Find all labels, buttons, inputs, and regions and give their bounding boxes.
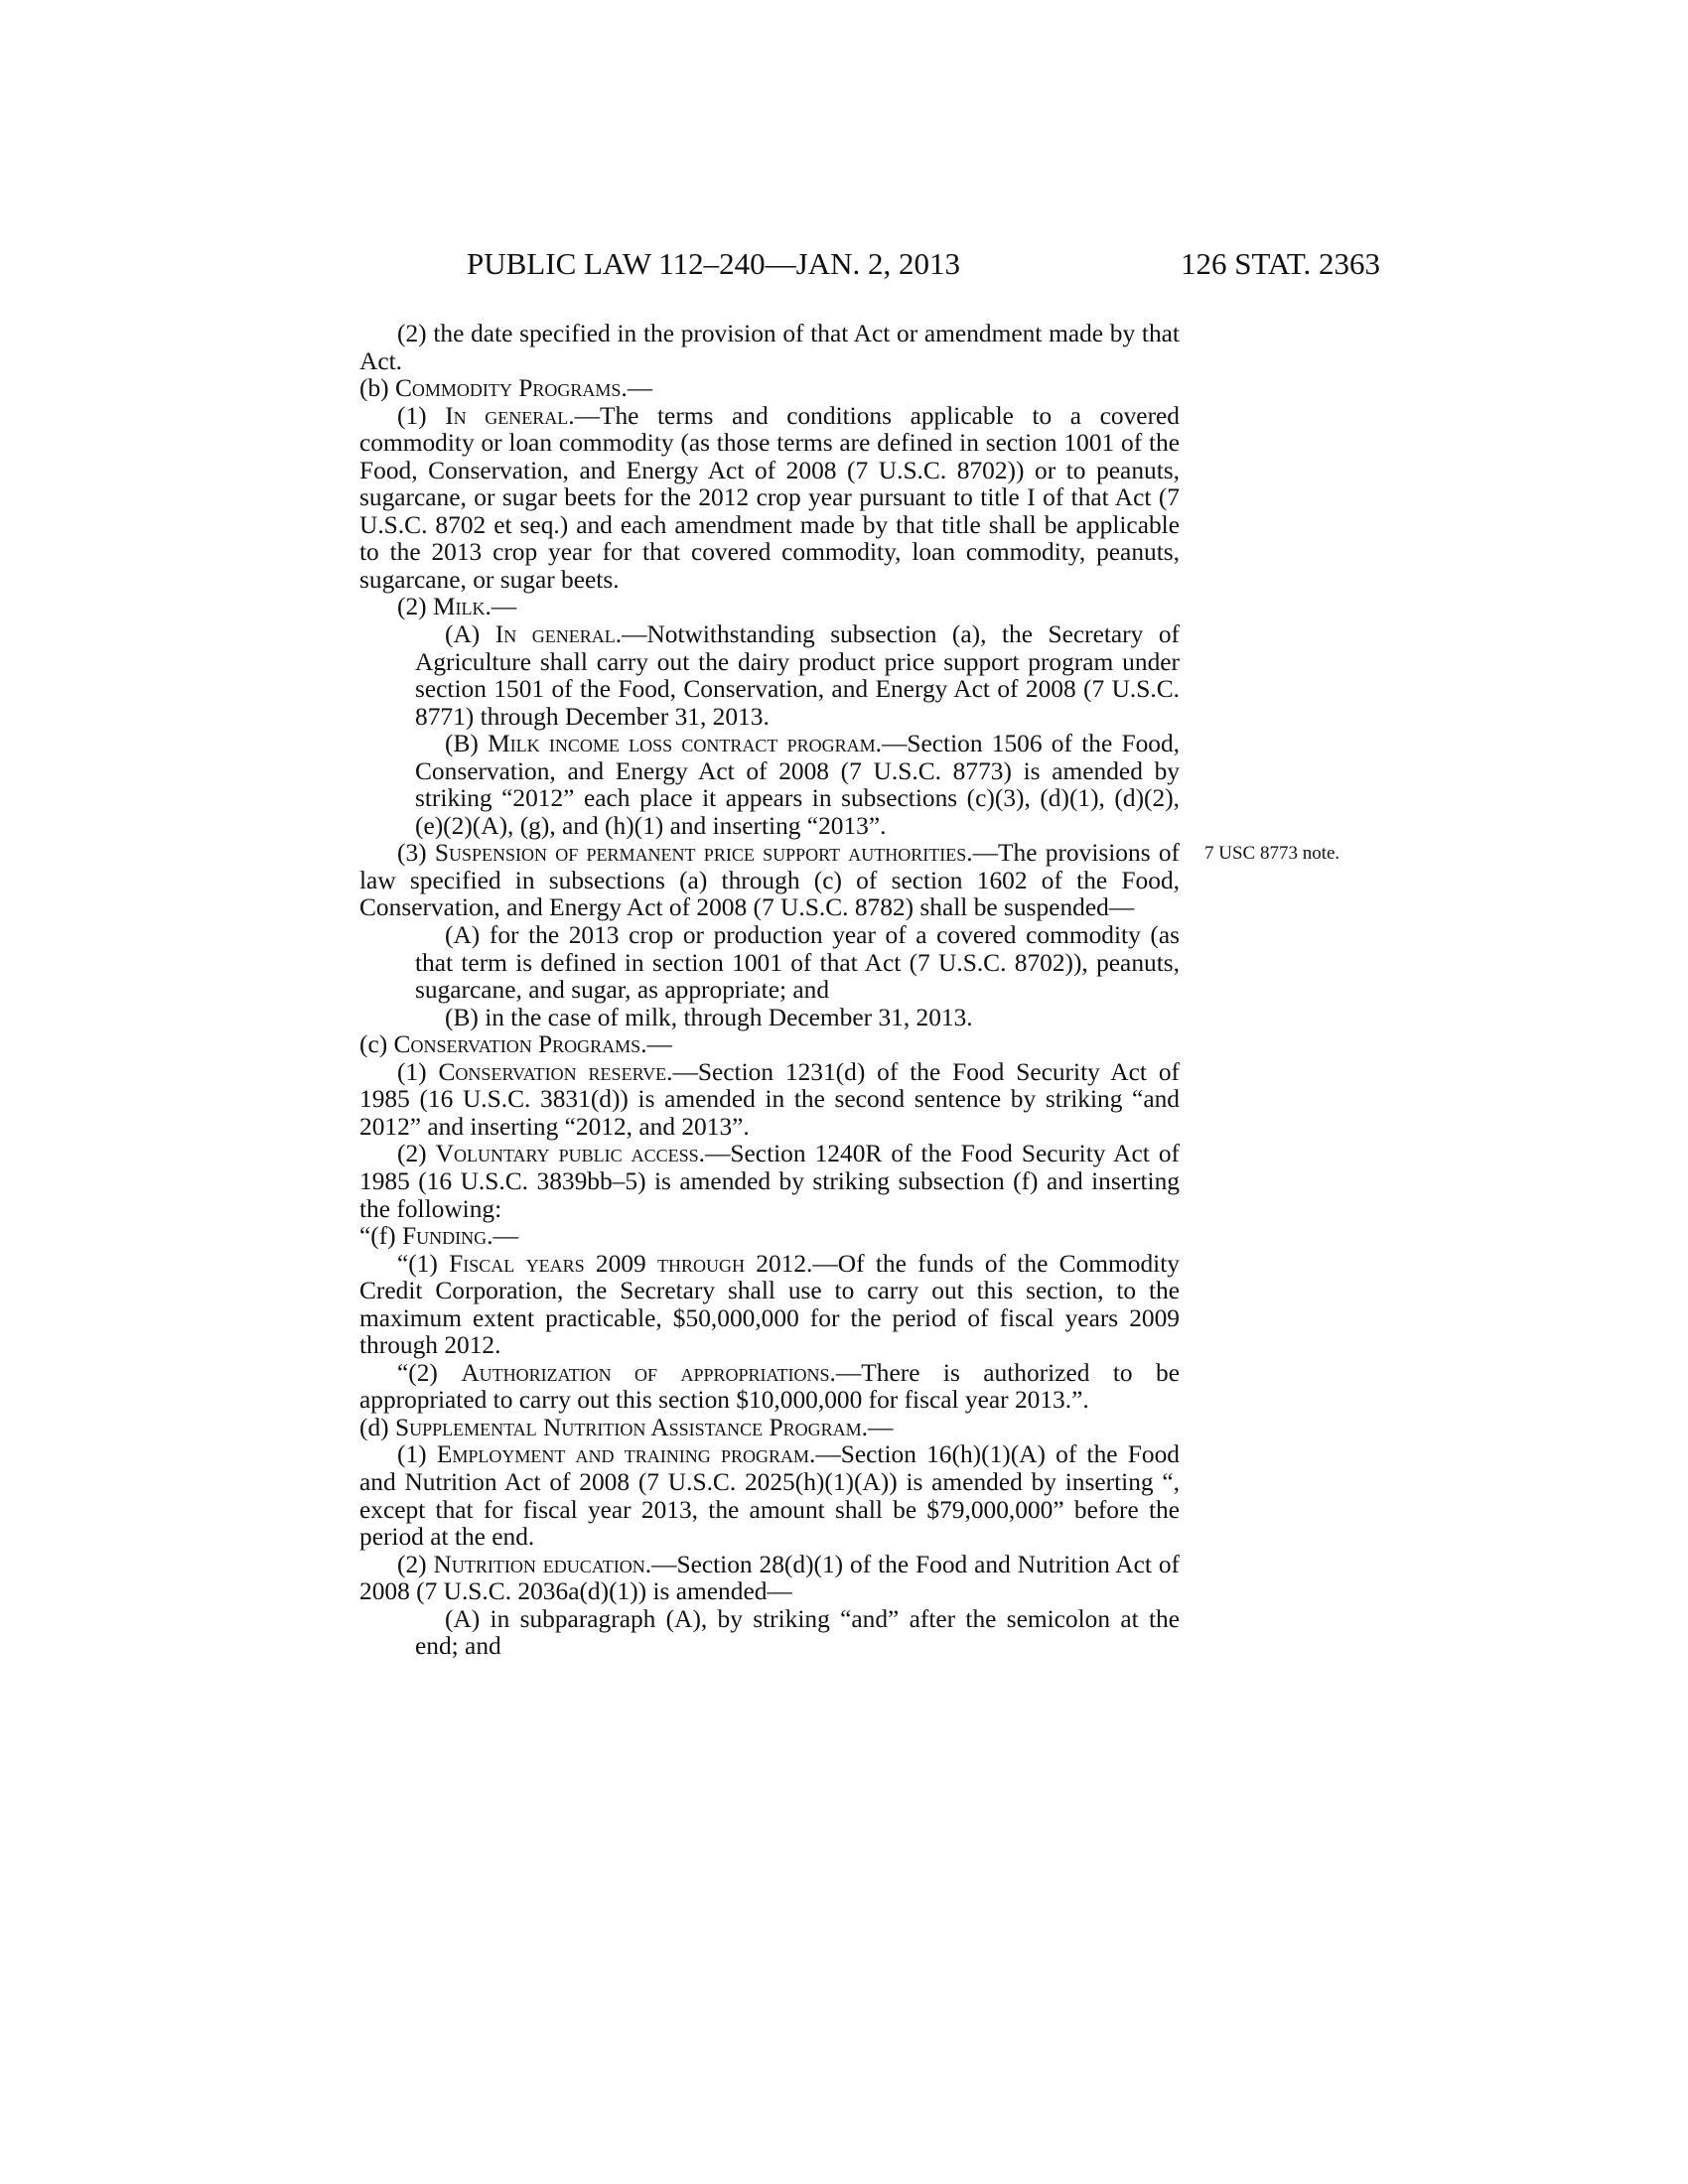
paragraph-text: (c) [359,1030,394,1059]
paragraph-text: (2) the date specified in the provision of that Act or amendment made by that Act. [359,320,1180,375]
paragraph-heading: Suspension of permanent price support authorities [434,839,967,868]
paragraph-heading: Commodity Programs [394,374,622,403]
statute-paragraph [359,1441,1180,1551]
paragraph-text: (2) [397,1550,434,1578]
statute-paragraph [359,1606,1180,1661]
statute-text [359,321,1180,1661]
paragraph-text: .—Section 1240R of the Food Security Act of 1985 (16 U.S.C. 3839bb–5) is amended by striking subsection (f) and inserting the following: [359,1140,1180,1223]
statute-paragraph [359,594,1180,621]
paragraph-text: .— [861,1413,894,1441]
paragraph-text: .—Section 1231(d) of the Food Security Act of 1985 (16 U.S.C. 3831(d)) is amended in the second sentence by striking “and 2012” and inserting “2012, and 2013”. [359,1057,1180,1141]
statute-paragraph [359,840,1180,922]
statute-paragraph [359,1059,1180,1142]
paragraph-heading: Nutrition education [433,1550,645,1578]
paragraph-heading: Fiscal years 2009 through 2012 [449,1249,807,1278]
paragraph-text: (B) in the case of milk, through December 31, 2013. [445,1003,973,1031]
paragraph-heading: Milk [432,593,486,621]
margin-note: 7 USC 8773 note. [1204,843,1340,864]
statute-paragraph [359,922,1180,1005]
paragraph-text: (A) [445,620,495,649]
paragraph-text: .—Section 28(d)(1) of the Food and Nutrition Act of 2008 (7 U.S.C. 2036a(d)(1)) is amended— [359,1550,1180,1606]
statute-paragraph [359,1141,1180,1223]
paragraph-heading: Conservation Programs [393,1030,641,1059]
paragraph-text: .— [640,1030,672,1059]
paragraph-text: .—The terms and conditions applicable to a covered commodity or loan commodity (as those terms are defined in section 1001 of the Food, Conservation, and Energy Act of 2008 (7 U.S.C. 8702)) or to peanuts, sugarcane, or sugar beets for the 2012 crop year pursuant to title I of that Act (7 U.S.C. 8702 et seq.) and each amendment made by that title shall be applicable to the 2013 crop year for that covered commodity, loan commodity, peanuts, sugarcane, or sugar beets. [359,401,1181,594]
paragraph-text: (3) [397,839,435,868]
paragraph-text: (B) [445,730,489,758]
paragraph-heading: Employment and training program [436,1440,809,1469]
paragraph-text: (1) [397,1440,437,1469]
header-title: PUBLIC LAW 112–240—JAN. 2, 2013 [467,246,960,281]
paragraph-text: .—Notwithstanding subsection (a), the Secretary of Agriculture shall carry out the dairy product price support program under section 1501 of the Food, Conservation, and Energy Act of 2008 (7 U.S.C. 8771) through December 31, 2013. [415,620,1180,731]
paragraph-heading: Authorization of appropriations [461,1358,830,1387]
statute-paragraph [359,403,1180,595]
statute-paragraph [359,1360,1180,1415]
paragraph-text: .—Section 1506 of the Food, Conservation, and Energy Act of 2008 (7 U.S.C. 8773) is amended by striking “2012” each place it appears in subsections (c)(3), (d)(1), (d)(2), (e)(2)(A), (g), and (h)(1) and inserting “2013”. [415,730,1181,840]
statute-paragraph [359,1552,1180,1606]
paragraph-heading: Supplemental Nutrition Assistance Program [394,1413,862,1441]
paragraph-text: .—There is authorized to be appropriated to carry out this section $10,000,000 for fiscal year 2013.”. [359,1358,1180,1415]
paragraph-text: .— [621,374,653,403]
statute-paragraph [359,731,1180,840]
paragraph-text: “(1) [397,1249,450,1278]
page-number: 126 STAT. 2363 [1180,246,1380,281]
statute-paragraph [359,1415,1180,1442]
paragraph-text: (1) [397,401,446,430]
paragraph-heading: Voluntary public access [435,1140,699,1168]
paragraph-text: .— [487,1222,518,1251]
statute-paragraph [359,1223,1180,1251]
statute-paragraph [359,375,1180,403]
paragraph-text: (A) for the 2013 crop or production year of a covered commodity (as that term is defined in section 1001 of that Act (7 U.S.C. 8702)), peanuts, sugarcane, and sugar, as appropriate; and [415,921,1180,1005]
paragraph-text: .—Section 16(h)(1)(A) of the Food and Nutrition Act of 2008 (7 U.S.C. 2025(h)(1)(A)) is amended by inserting “, except that for fiscal year 2013, the amount shall be $79,000,000” before the period at the end. [359,1440,1180,1552]
paragraph-text: (2) [397,593,433,621]
statute-paragraph [359,321,1180,375]
paragraph-heading: Conservation reserve [438,1057,667,1086]
statute-paragraph [359,1031,1180,1059]
paragraph-text: .—The provisions of law specified in subsections (a) through (c) of section 1602 of the Food, Conservation, and Energy Act of 2008 (7 U.S.C. 8782) shall be suspended— [359,839,1180,922]
statute-paragraph [359,1005,1180,1032]
paragraph-heading: Funding [401,1222,488,1251]
statute-paragraph [359,1251,1180,1360]
paragraph-text: (b) [359,374,395,403]
paragraph-text: “(2) [397,1358,462,1387]
paragraph-text: “(f) [359,1222,402,1251]
paragraph-heading: In general [494,620,616,649]
paragraph-heading: In general [445,401,569,430]
paragraph-text: .— [485,593,517,621]
statute-paragraph [359,621,1180,731]
paragraph-heading: Milk income loss contract program [488,730,876,758]
paragraph-text: .—Of the funds of the Commodity Credit Corporation, the Secretary shall use to carry out this section, to the maximum extent practicable, $50,000,000 for the period of fiscal years 2009 through 2012. [359,1249,1180,1360]
paragraph-text: (d) [359,1413,395,1441]
paragraph-text: (1) [397,1057,439,1086]
paragraph-text: (2) [397,1140,436,1168]
paragraph-text: (A) in subparagraph (A), by striking “and” after the semicolon at the end; and [415,1604,1180,1661]
running-header [467,246,1380,290]
